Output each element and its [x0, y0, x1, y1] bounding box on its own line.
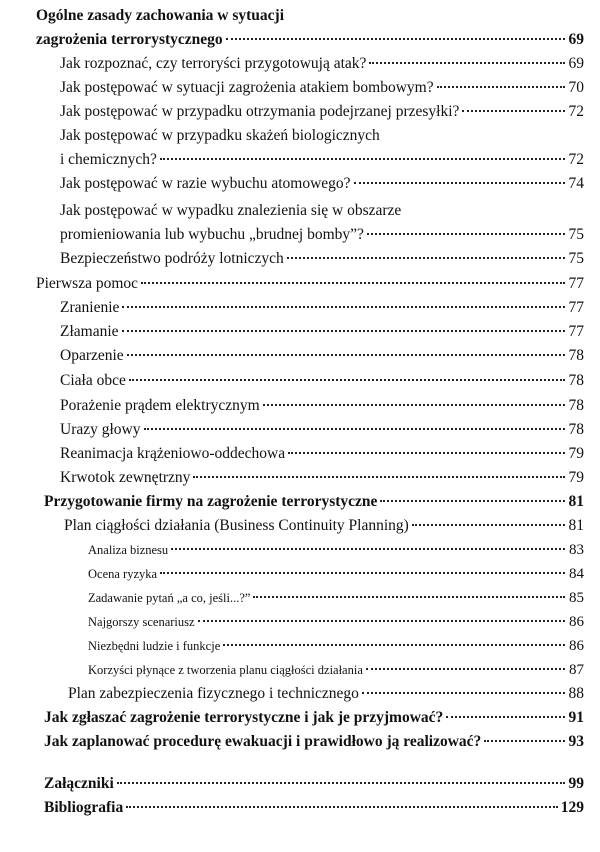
toc-entry-page: 69: [568, 55, 584, 72]
toc-entry-label: Reanimacja krążeniowo-oddechowa: [60, 445, 286, 462]
toc-entry-page: 129: [560, 799, 584, 816]
dot-leader: [412, 524, 565, 526]
dot-leader: [437, 86, 565, 88]
toc-entry-page: 81: [568, 517, 584, 534]
toc-entry[interactable]: [88, 562, 584, 586]
toc-entry-label: Załączniki: [44, 775, 114, 792]
toc-entry-page: 79: [568, 469, 584, 486]
dot-leader: [160, 572, 565, 574]
toc-entry[interactable]: [60, 320, 584, 344]
toc-entry-label: Jak postępować w sytuacji zagrożenia atakiem bombowym?: [60, 79, 434, 96]
toc-entry-page: 99: [568, 775, 584, 792]
toc-entry-label: Jak zaplanować procedurę ewakuacji i prawidłowo ją realizować?: [44, 733, 482, 750]
dot-leader: [129, 379, 565, 381]
toc-entry-page: 72: [568, 103, 584, 120]
dot-leader: [462, 110, 565, 112]
toc-entry[interactable]: [68, 682, 584, 706]
dot-leader: [117, 782, 565, 784]
toc-entry-label: i chemicznych?: [60, 151, 157, 168]
dot-leader: [263, 404, 565, 406]
dot-leader: [380, 500, 565, 502]
toc-entry[interactable]: [36, 272, 584, 296]
toc-entry-page: 75: [568, 226, 584, 243]
toc-entry[interactable]: [44, 490, 584, 514]
toc-entry-label: Oparzenie: [60, 347, 124, 364]
toc-entry-page: 84: [569, 566, 584, 582]
dot-leader: [367, 233, 565, 235]
dot-leader: [362, 692, 565, 694]
toc-entry[interactable]: [64, 514, 584, 538]
toc-entry-page: 69: [568, 31, 584, 48]
toc-entry-page: 78: [568, 347, 584, 364]
toc-entry-page: 79: [568, 445, 584, 462]
toc-entry[interactable]: [44, 730, 584, 754]
toc-entry-label: Jak postępować w razie wybuchu atomowego?: [60, 175, 351, 192]
dot-leader: [198, 620, 565, 622]
dot-leader: [287, 257, 565, 259]
toc-entry[interactable]: [60, 223, 584, 247]
toc-entry-label-line1: Jak postępować w wypadku znalezienia się w obszarze: [60, 202, 402, 219]
toc-entry[interactable]: [60, 418, 584, 442]
toc-entry-label: Bibliografia: [44, 799, 124, 816]
dot-leader: [160, 158, 565, 160]
toc-entry[interactable]: [60, 172, 584, 196]
toc-entry[interactable]: [60, 76, 584, 100]
toc-entry-label: promieniowania lub wybuchu „brudnej bomby”?: [60, 226, 364, 243]
toc-entry[interactable]: [60, 394, 584, 418]
dot-leader: [193, 476, 565, 478]
toc-entry-label: Plan zabezpieczenia fizycznego i technicznego: [68, 685, 359, 702]
dot-leader: [122, 306, 565, 308]
toc-entry-page: 81: [568, 493, 584, 510]
toc-entry-page: 93: [568, 733, 584, 750]
toc-entry-label: Niezbędni ludzie i funkcje: [88, 639, 221, 653]
toc-entry-page: 75: [568, 250, 584, 267]
dot-leader: [122, 330, 565, 332]
toc-entry-label: Analiza biznesu: [88, 543, 169, 557]
toc-entry[interactable]: [88, 586, 584, 610]
dot-leader: [354, 182, 565, 184]
dot-leader: [253, 596, 565, 598]
dot-leader: [171, 548, 565, 550]
toc-entry-label: Pierwsza pomoc: [36, 275, 139, 292]
toc-entry[interactable]: [88, 634, 584, 658]
toc-entry[interactable]: [60, 344, 584, 368]
toc-entry-page: 72: [568, 151, 584, 168]
toc-entry[interactable]: [60, 369, 584, 393]
toc-entry-label: Korzyści płynące z tworzenia planu ciągłości działania: [88, 663, 363, 677]
toc-entry[interactable]: [44, 772, 584, 796]
toc-entry[interactable]: [88, 658, 584, 682]
dot-leader: [366, 668, 565, 670]
toc-entry-page: 77: [568, 275, 584, 292]
toc-entry[interactable]: [60, 148, 584, 172]
dot-leader: [484, 740, 565, 742]
toc-entry-label: Jak rozpoznać, czy terroryści przygotowują atak?: [60, 55, 367, 72]
toc-entry-label: Porażenie prądem elektrycznym: [60, 397, 260, 414]
toc-entry-label: Przygotowanie firmy na zagrożenie terrorystyczne: [44, 493, 378, 510]
toc-entry-page: 70: [568, 79, 584, 96]
toc-entry[interactable]: [44, 796, 584, 820]
dot-leader: [446, 716, 565, 718]
dot-leader: [126, 806, 558, 808]
toc-entry-page: 77: [568, 299, 584, 316]
toc-entry-label: Jak postępować w przypadku otrzymania podejrzanej przesyłki?: [60, 103, 460, 120]
dot-leader: [226, 38, 565, 40]
toc-entry-page: 83: [569, 542, 584, 558]
toc-entry[interactable]: [60, 100, 584, 124]
toc-entry-page: 91: [568, 709, 584, 726]
dot-leader: [144, 428, 566, 430]
dot-leader: [369, 62, 565, 64]
toc-entry-label-line1: Jak postępować w przypadku skażeń biologicznych: [60, 127, 380, 144]
toc-entry[interactable]: [60, 296, 584, 320]
dot-leader: [288, 452, 565, 454]
toc-entry-label: zagrożenia terrorystycznego: [36, 31, 223, 48]
toc-entry-page: 88: [568, 685, 584, 702]
toc-entry-label: Zadawanie pytań „a co, jeśli...?”: [88, 591, 251, 605]
dot-leader: [127, 354, 565, 356]
dot-leader: [141, 282, 565, 284]
toc-entry[interactable]: [36, 28, 584, 52]
toc-entry-label: Plan ciągłości działania (Business Continuity Planning): [64, 517, 409, 534]
toc-entry-page: 86: [569, 638, 584, 654]
toc-entry-label: Ciała obce: [60, 372, 126, 389]
toc-entry[interactable]: [88, 610, 584, 634]
toc-entry-label: Krwotok zewnętrzny: [60, 469, 191, 486]
toc-entry[interactable]: [88, 538, 584, 562]
toc-entry[interactable]: [44, 706, 584, 730]
toc-entry-page: 78: [568, 372, 584, 389]
toc-entry-page: 78: [568, 421, 584, 438]
toc-heading-line1: Ogólne zasady zachowania w sytuacji: [36, 7, 284, 24]
toc-entry-label: Ocena ryzyka: [88, 567, 158, 581]
toc-entry-page: 78: [568, 397, 584, 414]
dot-leader: [223, 644, 565, 646]
toc-entry[interactable]: [60, 442, 584, 466]
toc-entry-label: Bezpieczeństwo podróży lotniczych: [60, 250, 284, 267]
toc-entry-page: 86: [569, 614, 584, 630]
toc-entry-label: Złamanie: [60, 323, 119, 340]
toc-entry-page: 85: [569, 590, 584, 606]
toc-entry-page: 74: [568, 175, 584, 192]
toc-entry-label: Urazy głowy: [60, 421, 141, 438]
toc-entry-label: Jak zgłaszać zagrożenie terrorystyczne i jak je przyjmować?: [44, 709, 444, 726]
toc-entry-label: Zranienie: [60, 299, 120, 316]
toc-entry-page: 87: [569, 662, 584, 678]
toc-entry[interactable]: [60, 466, 584, 490]
toc-entry-label: Najgorszy scenariusz: [88, 615, 195, 629]
toc-entry[interactable]: [60, 52, 584, 76]
toc-entry[interactable]: [60, 247, 584, 271]
toc-entry-page: 77: [568, 323, 584, 340]
